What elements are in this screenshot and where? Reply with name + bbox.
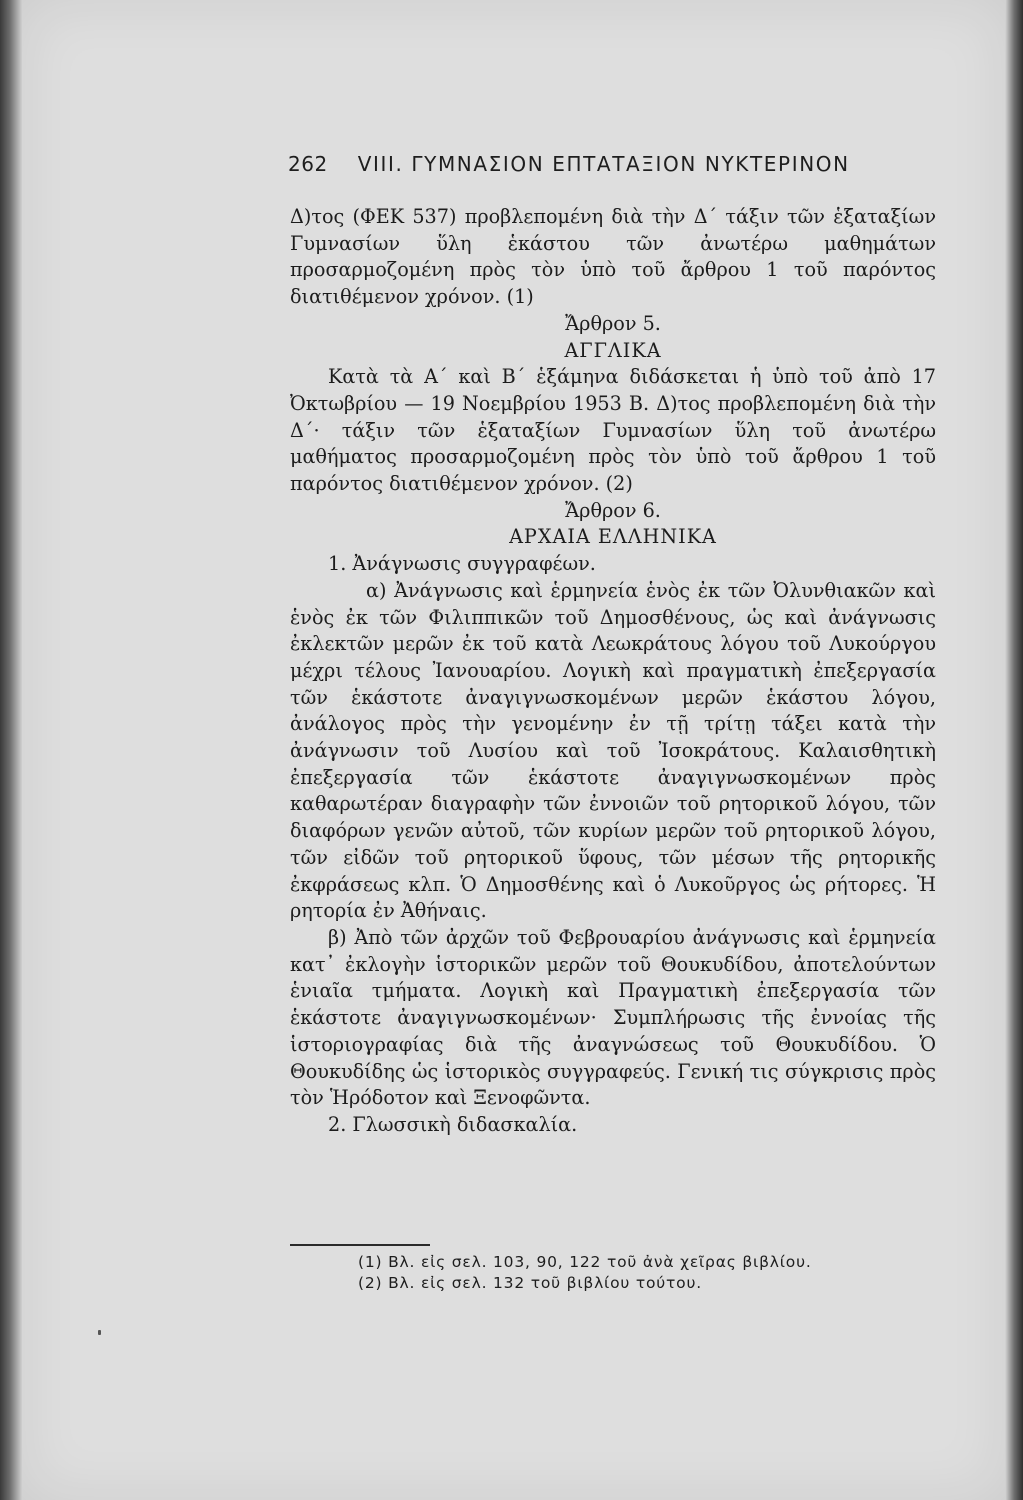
running-head — [288, 152, 850, 176]
footnotes — [358, 1252, 812, 1294]
page-number: 262 — [288, 152, 328, 176]
chapter-title: VIII. ΓΥΜΝΑΣΙΟΝ ΕΠΤΑΤΑΞΙΟΝ ΝΥΚΤΕΡΙΝΟΝ — [357, 152, 850, 176]
paragraph-alpha: α) Ἀνάγνωσις καὶ ἑρμηνεία ἑνὸς ἐκ τῶν Ὀλυνθιακῶν καὶ ἑνὸς ἐκ τῶν Φιλιππικῶν τοῦ Δημοσθένους, ὡς καὶ ἀνάγνωσις ἐκλεκτῶν μερῶν ἐκ τοῦ κατὰ Λεωκράτους λόγου τοῦ Λυκούργου μέχρι τέλους Ἰανουαρίου. Λογικὴ καὶ πραγματικὴ ἐπεξεργασία τῶν ἑκάστοτε ἀναγιγνωσκομένων μερῶν ἑκάστου λόγου, ἀνάλογος πρὸς τὴν γενομένην ἐν τῇ τρίτῃ τάξει κατὰ τὴν ἀνάγνωσιν τοῦ Λυσίου καὶ τοῦ Ἰσοκράτους. Καλαισθητικὴ ἐπεξεργασία τῶν ἑκάστοτε ἀναγιγνωσκομένων πρὸς καθαρωτέραν διαγραφὴν τῶν ἐννοιῶν τοῦ ρητορικοῦ λόγου, τῶν διαφόρων γενῶν αὐτοῦ, τῶν κυρίων μερῶν τοῦ ρητορικοῦ λόγου, τῶν εἰδῶν τοῦ ρητορικοῦ ὕφους, τῶν μέσων τῆς ρητορικῆς ἐκφράσεως κλπ. Ὁ Δημοσθένης καὶ ὁ Λυκοῦργος ὡς ρήτορες. Ἡ ρητορία ἐν Ἀθήναις. — [290, 578, 936, 923]
section-heading-ancient-greek: ΑΡΧΑΙΑ ΕΛΛΗΝΙΚΑ — [509, 525, 717, 549]
ink-speck — [98, 1330, 101, 1335]
body-text — [290, 204, 936, 1139]
footnote-rule — [290, 1244, 430, 1246]
list-item-language: 2. Γλωσσικὴ διδασκαλία. — [328, 1112, 578, 1136]
footnote-1: (1) Βλ. εἰς σελ. 103, 90, 122 τοῦ ἀνὰ χεῖρας βιβλίου. — [358, 1253, 812, 1271]
footnote-2: (2) Βλ. εἰς σελ. 132 τοῦ βιβλίου τούτου. — [358, 1274, 702, 1292]
paragraph-english: Κατὰ τὰ Α΄ καὶ Β΄ ἑξάμηνα διδάσκεται ἡ ὑπὸ τοῦ ἀπὸ 17 Ὀκτωβρίου — 19 Νοεμβρίου 1953 Β. Δ)τος προβλεπομένη διὰ τὴν Δ΄· τάξιν τῶν ἑξαταξίων Γυμνασίων ὕλη τοῦ ἀνωτέρω μαθήματος προσαρμοζομένη πρὸς τὸν ὑπὸ τοῦ ἄρθρου 1 τοῦ παρόντος διατιθέμενον χρόνον. (2) — [290, 365, 936, 496]
paragraph-continuation: Δ)τος (ΦΕΚ 537) προβλεπομένη διὰ τὴν Δ΄ τάξιν τῶν ἑξαταξίων Γυμνασίων ὕλη ἑκάστου τῶν ἀνωτέρω μαθημάτων προσαρμοζομένη πρὸς τὸν ὑπὸ τοῦ ἄρθρου 1 τοῦ παρόντος διατιθέμενον χρόνον. (1) — [290, 205, 936, 309]
article-6-heading: Ἄρθρον 6. — [565, 498, 661, 522]
paragraph-beta: β) Ἀπὸ τῶν ἀρχῶν τοῦ Φεβρουαρίου ἀνάγνωσις καὶ ἑρμηνεία κατ᾽ ἐκλογὴν ἱστορικῶν μερῶν τοῦ Θουκυδίδου, ἀποτελούντων ἑνιαῖα τμήματα. Λογικὴ καὶ Πραγματικὴ ἐπεξεργασία τῶν ἑκάστοτε ἀναγιγνωσκομένων· Συμπλήρωσις τῆς ἐννοίας τῆς ἱστοριογραφίας διὰ τῆς ἀναγνώσεως τοῦ Θουκυδίδου. Ὁ Θουκυδίδης ὡς ἱστορικὸς συγγραφεύς. Γενική τις σύγκρισις πρὸς τὸν Ἡρόδοτον καὶ Ξενοφῶντα. — [290, 925, 936, 1110]
list-item-reading: 1. Ἀνάγνωσις συγγραφέων. — [328, 552, 596, 576]
article-5-heading: Ἄρθρον 5. — [565, 311, 661, 335]
scan-edge-left — [0, 0, 22, 1500]
section-heading-english: ΑΓΓΛΙΚΑ — [564, 338, 662, 362]
scan-edge-right — [1005, 0, 1023, 1500]
